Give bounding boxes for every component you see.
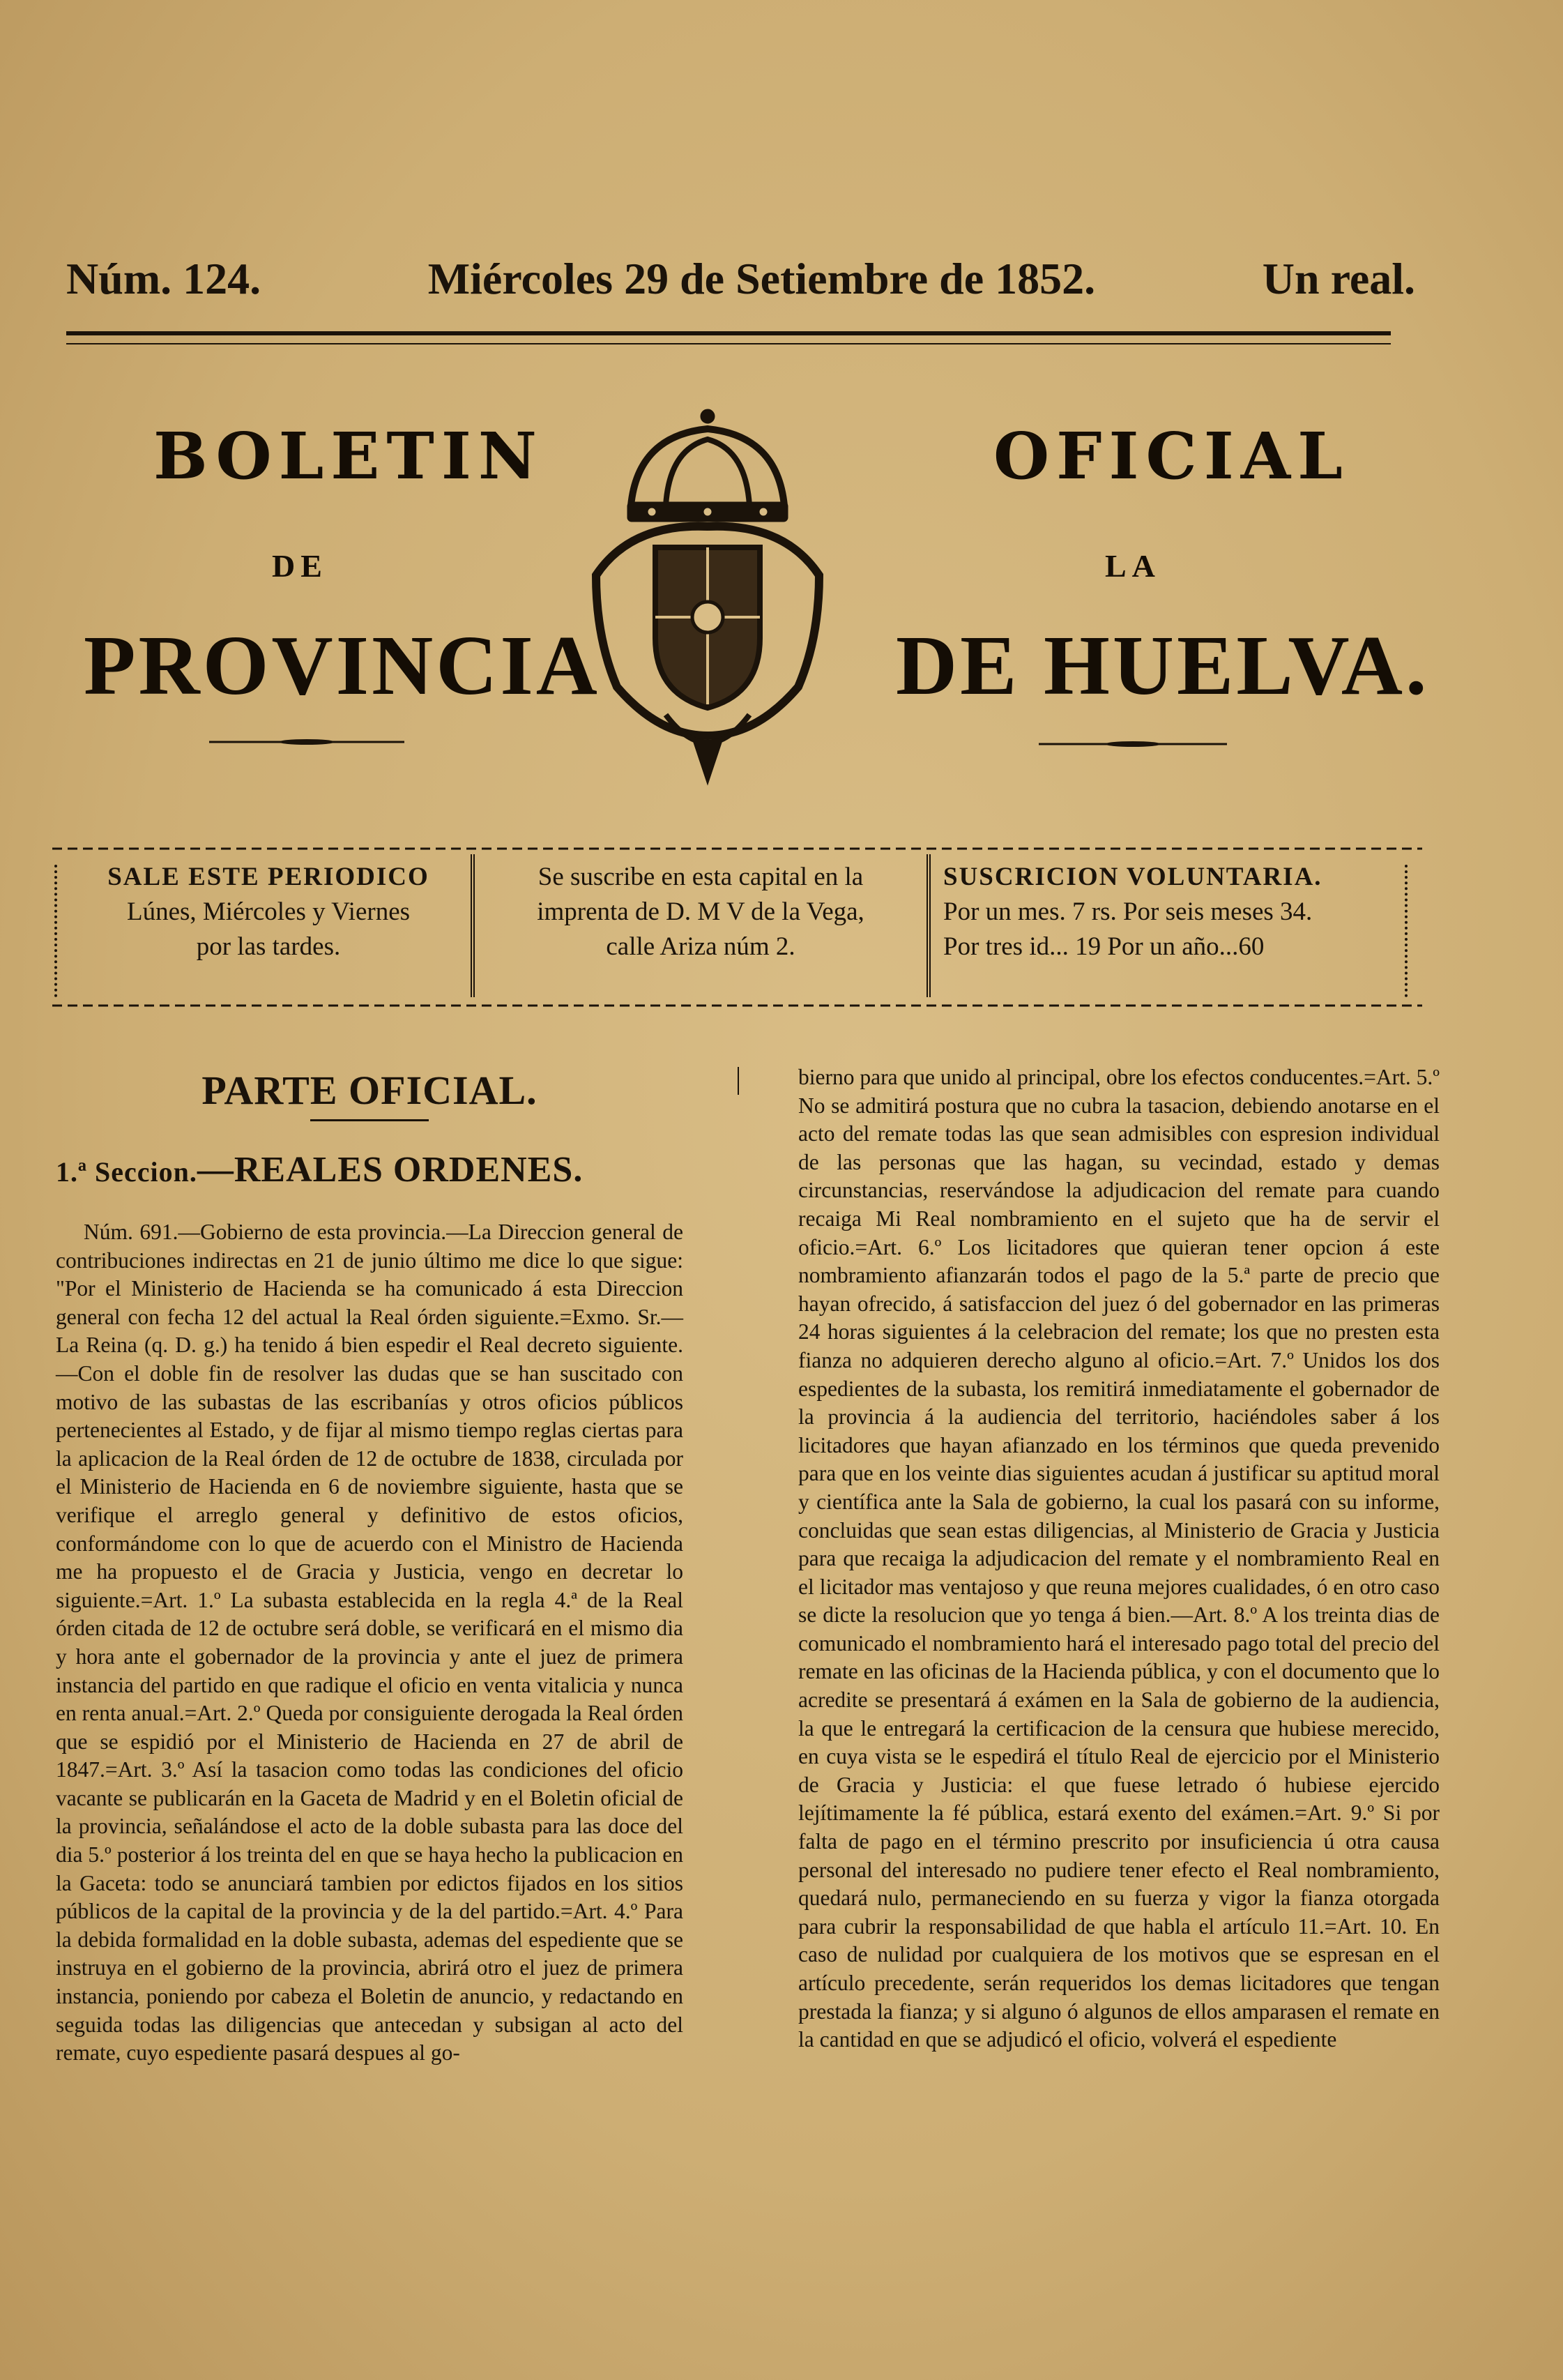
masthead-line — [66, 248, 1415, 310]
section-heading — [56, 1149, 683, 1190]
ornament-border-bottom — [52, 1001, 1422, 1010]
location-line-3: calle Ariza núm 2. — [606, 932, 795, 961]
subscription-location — [471, 854, 931, 997]
ornament-border-top — [52, 844, 1422, 854]
issue-price: Un real. — [1262, 254, 1415, 303]
title-de: DE — [272, 548, 328, 584]
masthead-rule-bottom — [66, 343, 1391, 344]
left-column-text: Núm. 691.—Gobierno de esta provincia.—La Direccion general de contribuciones indirectas en 21 de junio último me dice lo que sigue: "Por el Ministerio de Hacienda se ha comunicado á esta Direccion general con fecha 12 del actual la Real órden siguiente.=Exmo. Sr.—La Reina (q. D. g.) ha tenido á bien espedir el Real decreto siguiente.—Con el doble fin de resolver las dudas que se han suscitado con motivo de las subastas de las escribanías y otros oficios públicos pertenecientes al Estado, y de fijar al mismo tiempo reglas ciertas para la aplicacion de la Real órden de 12 de octubre de 1838, circulada por el Ministerio de Hacienda en 6 de noviembre siguiente, hasta que se verifique el arreglo general y definitivo de estos oficios, conformándome con lo que de acuerdo con el Ministro de Hacienda me ha propuesto el de Gracia y Justicia, vengo en decretar lo siguiente.=Art. 1.º La subasta establecida en la regla 4.ª de la Real órden citada de 12 de octubre será doble, se verificará en el mismo dia y hora ante el gobernador de la provincia y ante el juez de primera instancia del partido en que radique el oficio en venta vitalicia y nunca en renta anual.=Art. 2.º Queda por consiguiente derogada la Real órden que se espidió por el Ministerio de Hacienda en 27 de abril de 1847.=Art. 3.º Así la tasacion como todas las condiciones del oficio vacante se publicarán en la Gaceta de Madrid y en el Boletin oficial de la provincia, señalándose el acto de la doble subasta para las doce del dia 5.º posterior á los treinta del en que se haya hecho la publicacion en la Gaceta: todo se anunciará tambien por edictos fijados en los sitios públicos de la capital de la provincia y de la del partido.=Art. 4.º Para la debida formalidad en la doble subasta, ademas del espediente que se instruya en el gobierno de la provincia, abrirá otro el juez de primera instancia, poniendo por cabeza el Boletin de anuncio, y redactando en seguida todas las diligencias que antecedan y subsigan al acto del remate, cuyo espediente pasará despues al go- — [56, 1220, 683, 2066]
column-divider — [738, 1067, 739, 1095]
schedule-heading: SALE ESTE PERIODICO — [107, 863, 429, 891]
flourish-right — [1039, 741, 1227, 747]
title-de-huelva: DE HUELVA. — [896, 619, 1430, 713]
prices-line-2: Por tres id... 19 Por un año...60 — [943, 932, 1265, 961]
subscription-prices — [931, 854, 1396, 997]
issue-date: Miércoles 29 de Setiembre de 1852. — [427, 254, 1096, 303]
subscription-box — [66, 854, 1412, 997]
right-column-text: bierno para que unido al principal, obre los efectos conducentes.=Art. 5.º No se admitirá postura que no cubra la tasacion, debiendo anotarse en el acto del remate todas las que sean admisibles con espresion individual de las personas que las hagan, su vecindad, estado y demas circunstancias, reservándose la adjudicacion del remate para cuando recaiga Mi Real nombramiento en el sujeto que ha de servir el oficio.=Art. 6.º Los licitadores que quieran tener opcion á este nombramiento afianzarán todos el pago de la 5.ª parte de precio que hayan ofrecido, á satisfaccion del juez ó del gobernador en las primeras 24 horas siguientes á la celebracion del remate; los que no presten esta fianza no adquieren derecho alguno al oficio.=Art. 7.º Unidos los dos espedientes de la subasta, los remitirá inmediatamente el gobernador de la provincia á la audiencia del territorio, haciéndoles saber á los licitadores que hayan afianzado en los términos que queda prevenido para que en los veinte dias siguientes acudan á justificar su aptitud moral y científica ante la Sala de gobierno, la cual los pasará con su informe, concluidas que sean estas diligencias, al Ministerio de Gracia y Justicia para que recaiga la adjudicacion del remate y el nombramiento Real en el licitador mas ventajoso y que reuna mejores cualidades, ó en otro caso se dicte la resolucion que yo tenga á bien.—Art. 8.º A los treinta dias de comunicado el nombramiento hará el interesado pago total del precio del remate en las oficinas de la Hacienda pública, y con el documento que lo acredite se presentará á exámen en la Sala de gobierno de la audiencia, la que le entregará la certificacion de la censura que hubiese merecido, en cuya vista se le espedirá el título Real de ejercicio por el Ministerio de Gracia y Justicia: el que fuese letrado ó hubiese ejercido lejítimamente la fé pública, estará exento del exámen.=Art. 9.º Si por falta de pago en el término prescrito por insuficiencia ú otra causa personal del interesado no pudiere tener efecto el Real nombramiento, quedará nulo, permaneciendo en su fuerza y vigor la fianza otorgada para cubrir la responsabilidad de que habla el artículo 11.=Art. 10. En caso de nulidad por cualquiera de los motivos que se espresan en el artículo precedente, serán requeridos los demas licitadores que tengan prestada la fianza; y si alguno ó algunos de ellos amparasen el remate en la cantidad en que se adjudicó el oficio, volverá el espediente — [798, 1065, 1440, 2052]
right-column — [798, 1063, 1440, 2054]
title-provincia: PROVINCIA — [84, 619, 600, 713]
title-boletin: BOLETIN — [153, 418, 544, 494]
title-oficial: OFICIAL — [993, 418, 1350, 494]
prices-heading: SUSCRICION VOLUNTARIA. — [943, 863, 1322, 891]
masthead-rule-top — [66, 331, 1391, 335]
royal-crest-icon — [589, 408, 826, 788]
prices-line-1: Por un mes. 7 rs. Por seis meses 34. — [943, 897, 1313, 926]
parte-oficial-heading: PARTE OFICIAL. — [201, 1068, 537, 1113]
section-prefix: 1.ª Seccion. — [56, 1156, 197, 1188]
flourish-left — [209, 739, 404, 745]
section-title: —REALES ORDENES. — [197, 1150, 584, 1190]
location-line-1: Se suscribe en esta capital en la — [537, 863, 864, 891]
title-la: LA — [1105, 548, 1161, 584]
left-column — [56, 1060, 683, 2068]
location-line-2: imprenta de D. M V de la Vega, — [537, 897, 864, 926]
publication-schedule — [66, 854, 471, 997]
schedule-time: por las tardes. — [196, 932, 341, 961]
schedule-days: Lúnes, Miércoles y Viernes — [126, 897, 411, 926]
issue-number: Núm. 124. — [66, 254, 261, 303]
ornament-left — [54, 865, 66, 997]
heading-rule — [310, 1119, 429, 1121]
